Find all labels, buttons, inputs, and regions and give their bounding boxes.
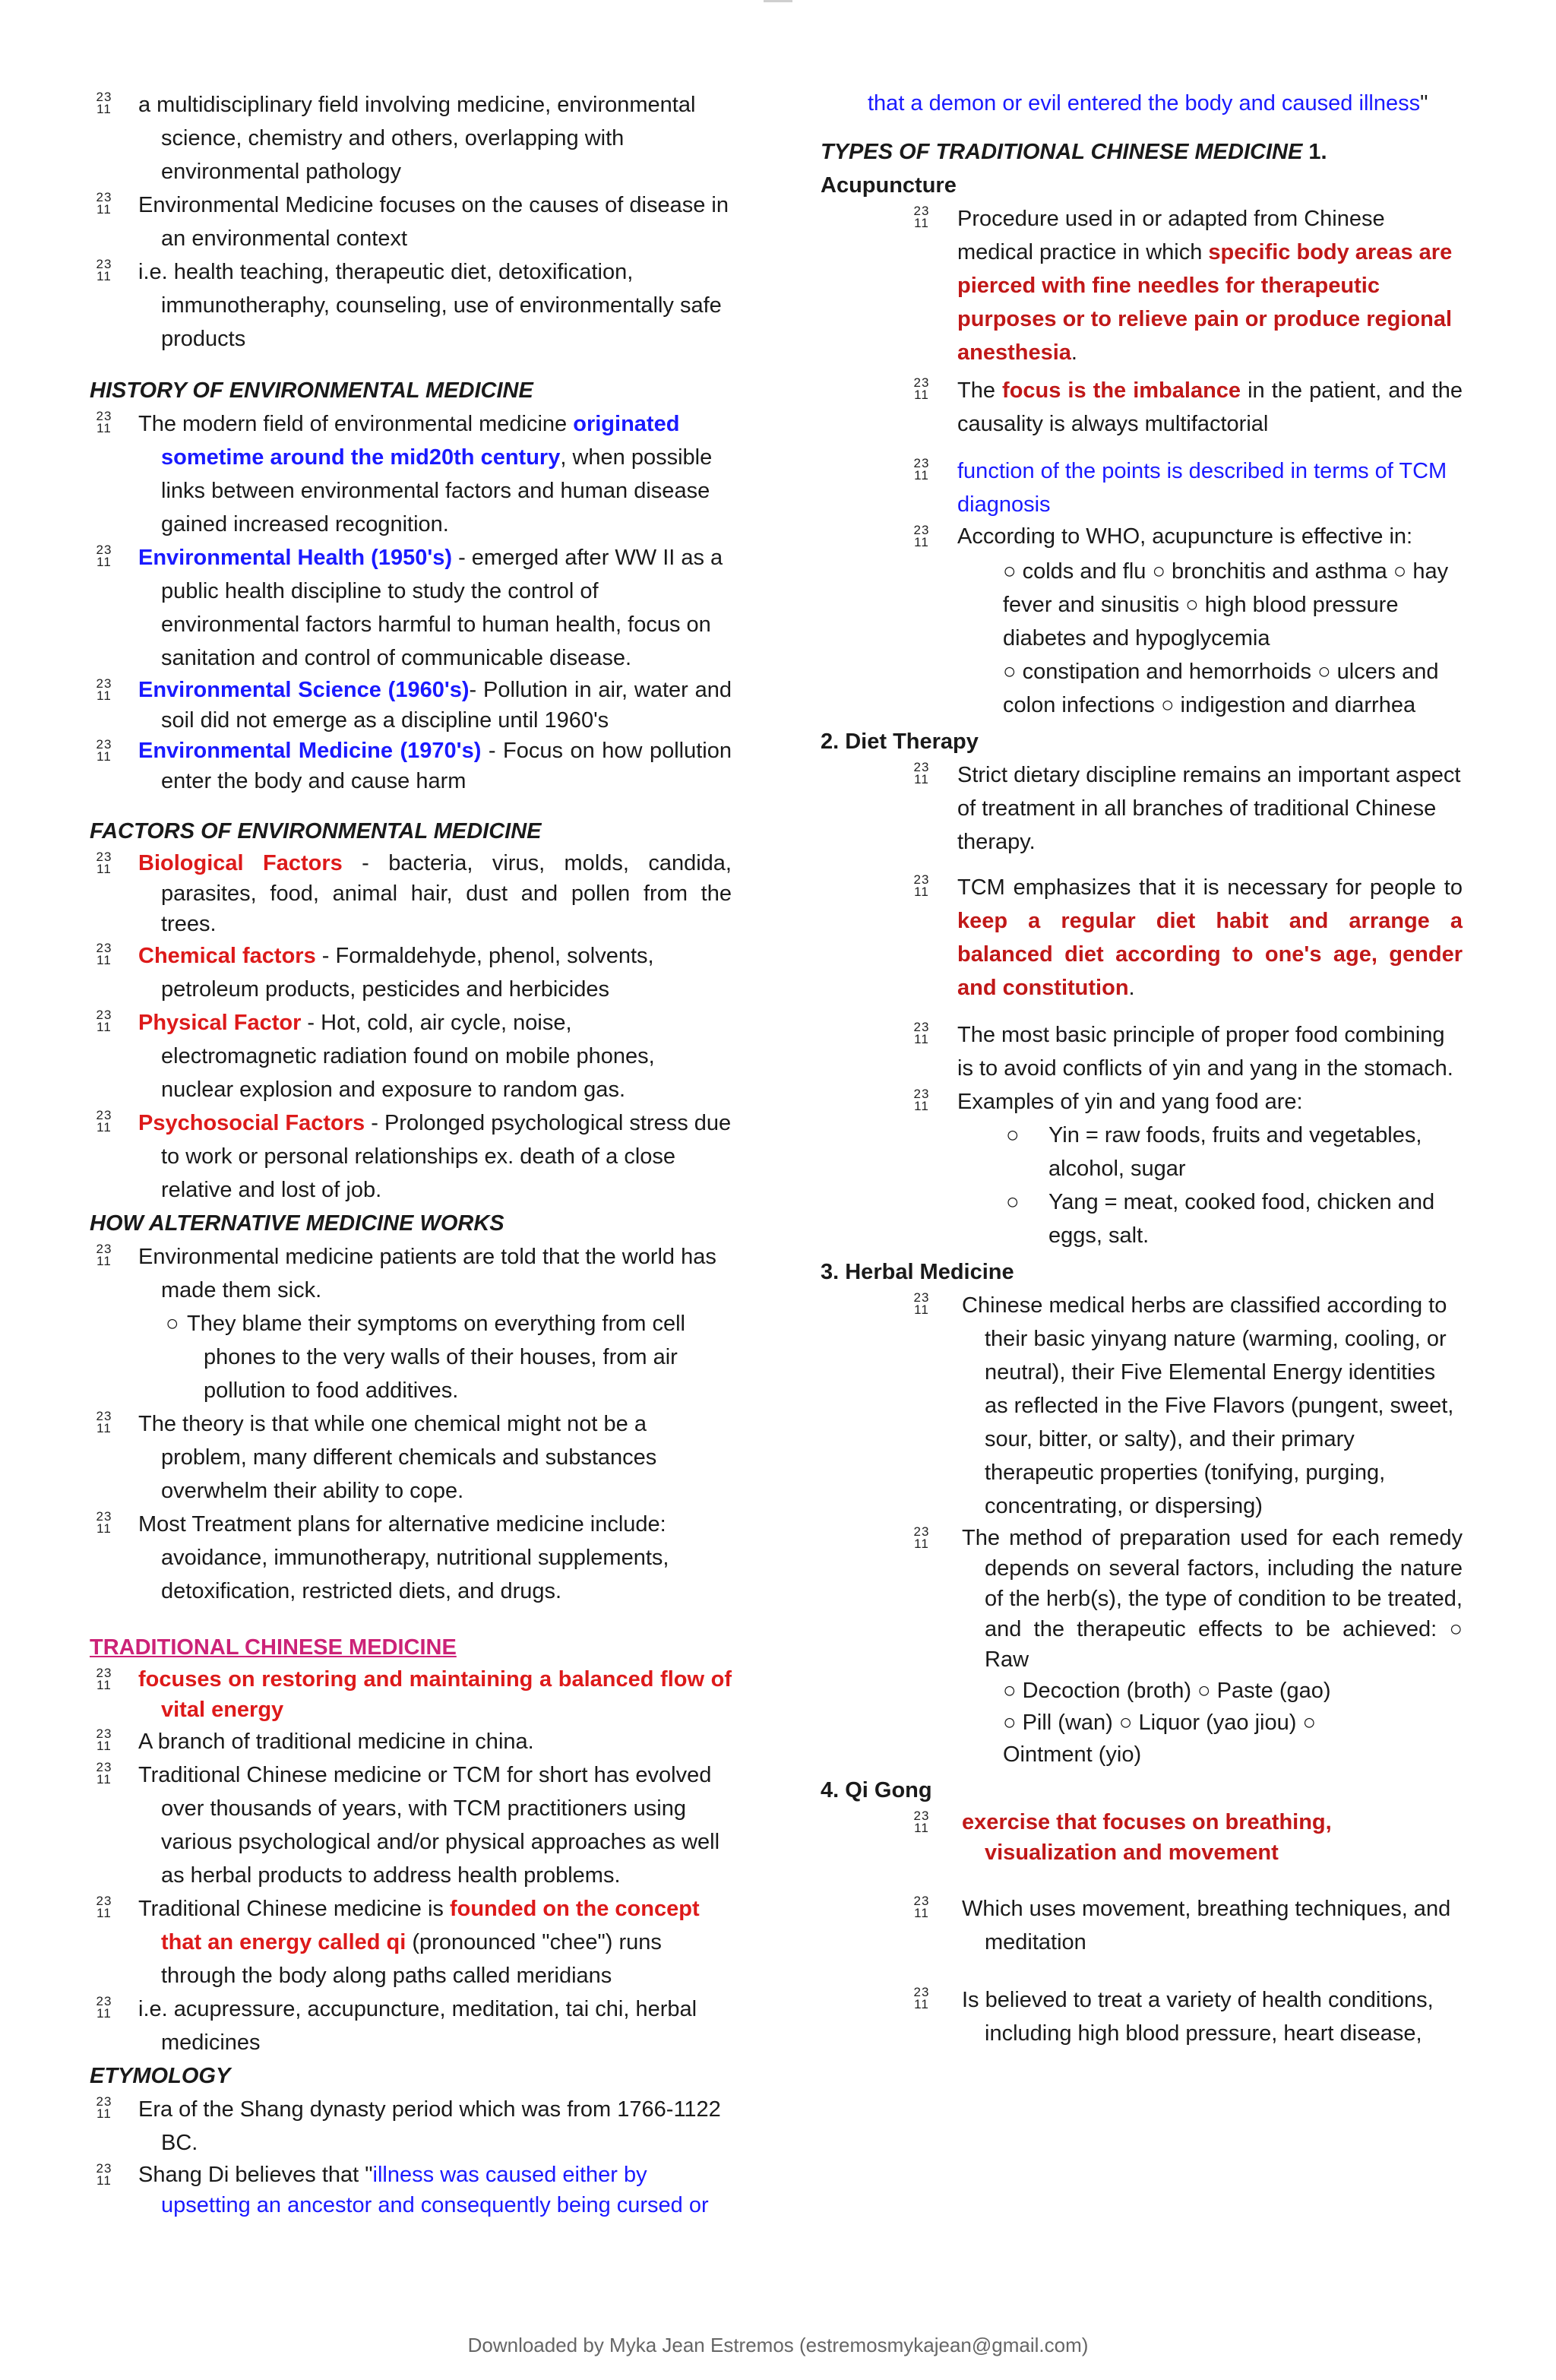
bullet-text: The method of preparation used for each remedy depends on several factors, including the nature of the herb(s), the type of condition to be treated, and the therapeutic effects to be achieved: ○ Raw <box>962 1526 1463 1672</box>
text: - Hot, cold, air cycle, noise, electromagnetic radiation found on mobile phones, nuclear explosion and exposure to random gas. <box>161 1011 655 1102</box>
types-heading-line <box>821 135 1463 202</box>
bullet-icon: 23 11 <box>96 1509 112 1536</box>
list-item <box>90 407 732 541</box>
highlight-text: Psychosocial Factors <box>138 1111 365 1135</box>
sub-list-item <box>821 1119 1463 1185</box>
list-item <box>821 1289 1463 1523</box>
text: - Focus on how pollution enter the body and cause harm <box>161 739 732 793</box>
section-heading-tcm: TRADITIONAL CHINESE MEDICINE <box>90 1635 457 1660</box>
list-item <box>821 202 1463 369</box>
subsection-title-qigong: 4. Qi Gong <box>821 1778 932 1802</box>
list-item <box>90 1725 732 1758</box>
text: . <box>1071 340 1077 365</box>
highlight-text: keep a regular diet habit and arrange a balanced diet according to one's age, gender and constitution <box>957 909 1463 1000</box>
text: - Pollution in air, water and soil did not emerge as a discipline until 1960's <box>161 678 732 733</box>
list-item <box>90 255 732 356</box>
text: " <box>1420 91 1428 116</box>
list-item <box>90 1106 732 1207</box>
highlight-text: that a demon or evil entered the body and caused illness <box>868 91 1421 116</box>
highlight-text: function of the points is described in terms of TCM diagnosis <box>957 459 1447 517</box>
bullet-icon: 23 11 <box>96 90 112 116</box>
list-item <box>821 1085 1463 1119</box>
highlight-text: founded on the concept that an energy called qi <box>161 1897 700 1954</box>
list-item <box>821 871 1463 1005</box>
bullet-icon: 23 11 <box>913 760 930 786</box>
list-item <box>821 1018 1463 1085</box>
bullet-icon: 23 11 <box>96 941 112 967</box>
right-column <box>821 88 1463 2050</box>
bullet-icon: 23 11 <box>96 1242 112 1268</box>
list-item <box>821 1983 1463 2050</box>
text: - emerged after WW II as a public health discipline to study the control of environmental factors harmful to human health, focus on sanitation and control of communicable disease. <box>161 546 723 670</box>
section-heading-factors: FACTORS OF ENVIRONMENTAL MEDICINE <box>90 819 542 843</box>
highlight-text: Environmental Medicine (1970's) <box>138 739 482 763</box>
bullet-text: Which uses movement, breathing techniques, and meditation <box>962 1897 1451 1954</box>
option-list: ○ constipation and hemorrhoids ○ ulcers and colon infections ○ indigestion and diarrhea <box>1003 660 1439 717</box>
highlight-text: illness was caused either by upsetting an ancestor and consequently being cursed or <box>161 2163 709 2217</box>
continued-text <box>821 88 1463 119</box>
bullet-icon: 23 11 <box>96 190 112 217</box>
bullet-text: A branch of traditional medicine in china. <box>138 1730 534 1754</box>
highlight-text: focus is the imbalance <box>1002 378 1241 403</box>
bullet-icon: 23 11 <box>913 1087 930 1113</box>
bullet-icon: 23 11 <box>96 737 112 764</box>
bullet-icon: 23 11 <box>96 1894 112 1920</box>
highlight-text: Chemical factors <box>138 944 316 968</box>
list-item <box>90 541 732 675</box>
text: Shang Di believes that " <box>138 2163 373 2187</box>
bullet-icon: 23 11 <box>96 1008 112 1034</box>
list-item <box>90 2160 732 2220</box>
highlight-text: Physical Factor <box>138 1011 302 1035</box>
text: The <box>957 378 1003 403</box>
highlight-text: Environmental Science (1960's) <box>138 678 470 702</box>
sub-list-item <box>821 1185 1463 1252</box>
download-footer: Downloaded by Myka Jean Estremos (estremosmykajean@gmail.com) <box>467 2334 1089 2356</box>
bullet-text: Traditional Chinese medicine or TCM for short has evolved over thousands of years, with TCM practitioners using various psychological and/or physical approaches as well as herbal products to address health problems. <box>138 1763 720 1888</box>
bullet-icon: 23 11 <box>96 257 112 283</box>
bullet-text: The theory is that while one chemical might not be a problem, many different chemicals and substances overwhelm their ability to cope. <box>138 1412 657 1503</box>
bullet-text: Yang = meat, cooked food, chicken and eggs, salt. <box>1048 1190 1435 1248</box>
list-item <box>90 1664 732 1725</box>
bullet-icon: 23 11 <box>913 1894 930 1920</box>
section-heading-history: HISTORY OF ENVIRONMENTAL MEDICINE <box>90 378 533 403</box>
bullet-text: Chinese medical herbs are classified according to their basic yinyang nature (warming, cooling, or neutral), their Five Elemental Energy identities as reflected in the Five Flavors (pungent, sweet, sour, bitter, or salty), and their primary therapeutic properties (tonifying, purging, concentrating, or dispersing) <box>962 1293 1454 1518</box>
bullet-text: They blame their symptoms on everything from cell phones to the very walls of their houses, from air pollution to food additives. <box>187 1312 685 1403</box>
bullet-icon: 23 11 <box>913 456 930 483</box>
bullet-text: Examples of yin and yang food are: <box>957 1090 1303 1114</box>
option-list: ○ colds and flu ○ bronchitis and asthma ○ hay fever and sinusitis ○ high blood pressure diabetes and hypoglycemia <box>1003 559 1449 650</box>
left-column <box>90 88 732 2220</box>
list-item <box>821 454 1463 521</box>
bullet-icon: 23 11 <box>913 1524 930 1551</box>
bullet-icon: 23 11 <box>913 375 930 402</box>
list-item <box>821 374 1463 441</box>
list-item <box>90 1758 732 1892</box>
highlight-text: exercise that focuses on breathing, visualization and movement <box>962 1810 1332 1865</box>
bullet-text: Yin = raw foods, fruits and vegetables, alcohol, sugar <box>1048 1123 1422 1181</box>
bullet-icon: 23 11 <box>913 872 930 899</box>
bullet-icon: 23 11 <box>96 1726 112 1753</box>
bullet-icon: 23 11 <box>96 1760 112 1787</box>
subsection-title-diet: 2. Diet Therapy <box>821 730 979 754</box>
list-item <box>821 1523 1463 1675</box>
list-item <box>90 675 732 736</box>
bullet-icon: 23 11 <box>96 409 112 435</box>
list-item <box>90 939 732 1006</box>
subsection-title-herbal: 3. Herbal Medicine <box>821 1260 1014 1284</box>
text: - Formaldehyde, phenol, solvents, petroleum products, pesticides and herbicides <box>161 944 654 1002</box>
list-item <box>90 1407 732 1508</box>
list-item <box>90 1992 732 2059</box>
text: The modern field of environmental medicine <box>138 412 574 436</box>
circle-bullet-icon: ○ <box>1006 1123 1020 1147</box>
list-item <box>90 2093 732 2160</box>
bullet-icon: 23 11 <box>96 2161 112 2188</box>
bullet-icon: 23 11 <box>96 850 112 876</box>
text: in the patient, and the causality is always multifactorial <box>957 378 1463 436</box>
highlight-text: specific body areas are pierced with fine needles for therapeutic purposes or to relieve pain or produce regional anesthesia <box>957 240 1453 365</box>
list-item <box>821 1892 1463 1959</box>
sub-list-item <box>90 1307 732 1407</box>
bullet-icon: 23 11 <box>913 1985 930 2011</box>
circle-bullet-icon: ○ <box>166 1312 179 1336</box>
bullet-icon: 23 11 <box>96 1409 112 1435</box>
list-item <box>821 758 1463 859</box>
list-item <box>90 1508 732 1608</box>
bullet-icon: 23 11 <box>96 543 112 569</box>
bullet-icon: 23 11 <box>96 1994 112 2021</box>
list-item <box>90 188 732 255</box>
text: , when possible links between environmental factors and human disease gained increased recognition. <box>161 445 713 536</box>
bullet-text: a multidisciplinary field involving medicine, environmental science, chemistry and others, overlapping with environmental pathology <box>138 93 696 184</box>
bullet-text: Environmental Medicine focuses on the causes of disease in an environmental context <box>138 193 729 251</box>
bullet-text: Is believed to treat a variety of health conditions, including high blood pressure, heart disease, <box>962 1988 1434 2046</box>
bullet-text: Environmental medicine patients are told that the world has made them sick. <box>138 1245 716 1302</box>
text: - Prolonged psychological stress due to work or personal relationships ex. death of a close relative and lost of job. <box>161 1111 732 1202</box>
list-item <box>90 88 732 188</box>
top-rule <box>764 0 792 2</box>
bullet-icon: 23 11 <box>913 523 930 549</box>
option-list: ○ Decoction (broth) ○ Paste (gao) ○ Pill (wan) ○ Liquor (yao jiou) ○ Ointment (yio) <box>1003 1679 1331 1767</box>
bullet-text: According to WHO, acupuncture is effective in: <box>957 524 1413 549</box>
list-item <box>90 1006 732 1106</box>
list-item <box>90 1240 732 1307</box>
list-item <box>821 521 1463 552</box>
highlight-text: Biological Factors <box>138 851 343 875</box>
bullet-text: Strict dietary discipline remains an important aspect of treatment in all branches of traditional Chinese therapy. <box>957 763 1461 854</box>
highlight-text: Environmental Health (1950's) <box>138 546 453 570</box>
bullet-icon: 23 11 <box>913 1290 930 1317</box>
bullet-icon: 23 11 <box>96 1108 112 1135</box>
text: Traditional Chinese medicine is <box>138 1897 450 1921</box>
list-item <box>821 1807 1463 1868</box>
bullet-icon: 23 11 <box>913 204 930 230</box>
text: TCM emphasizes that it is necessary for people to <box>957 875 1463 900</box>
section-heading-etymology: ETYMOLOGY <box>90 2064 231 2088</box>
highlight-text: originated sometime around the mid20th century <box>161 412 680 470</box>
bullet-icon: 23 11 <box>913 1809 930 1835</box>
bullet-text: i.e. acupressure, accupuncture, meditation, tai chi, herbal medicines <box>138 1997 697 2055</box>
circle-bullet-icon: ○ <box>1006 1190 1020 1214</box>
text: - bacteria, virus, molds, candida, parasites, food, animal hair, dust and pollen from the trees. <box>161 851 732 936</box>
list-item <box>90 848 732 939</box>
bullet-text: Most Treatment plans for alternative medicine include: avoidance, immunotherapy, nutritional supplements, detoxification, restricted diets, and drugs. <box>138 1512 669 1603</box>
text: Procedure used in or adapted from Chinese medical practice in which <box>957 207 1385 264</box>
bullet-icon: 23 11 <box>96 1666 112 1692</box>
section-heading-how: HOW ALTERNATIVE MEDICINE WORKS <box>90 1211 504 1236</box>
subsection-title-acupuncture: 1. Acupuncture <box>821 140 1327 198</box>
bullet-icon: 23 11 <box>913 1020 930 1046</box>
bullet-icon: 23 11 <box>96 676 112 703</box>
section-heading-types: TYPES OF TRADITIONAL CHINESE MEDICINE <box>821 140 1303 164</box>
list-item <box>90 736 732 796</box>
highlight-text: focuses on restoring and maintaining a balanced flow of vital energy <box>138 1667 732 1722</box>
bullet-text: i.e. health teaching, therapeutic diet, detoxification, immunotheraphy, counseling, use of environmentally safe products <box>138 260 722 351</box>
text: (pronounced "chee") runs through the body along paths called meridians <box>161 1930 662 1988</box>
text: . <box>1128 976 1135 1000</box>
bullet-text: Era of the Shang dynasty period which was from 1766-1122 BC. <box>138 2097 721 2155</box>
bullet-text: The most basic principle of proper food combining is to avoid conflicts of yin and yang in the stomach. <box>957 1023 1453 1081</box>
bullet-icon: 23 11 <box>96 2094 112 2121</box>
list-item <box>90 1892 732 1992</box>
